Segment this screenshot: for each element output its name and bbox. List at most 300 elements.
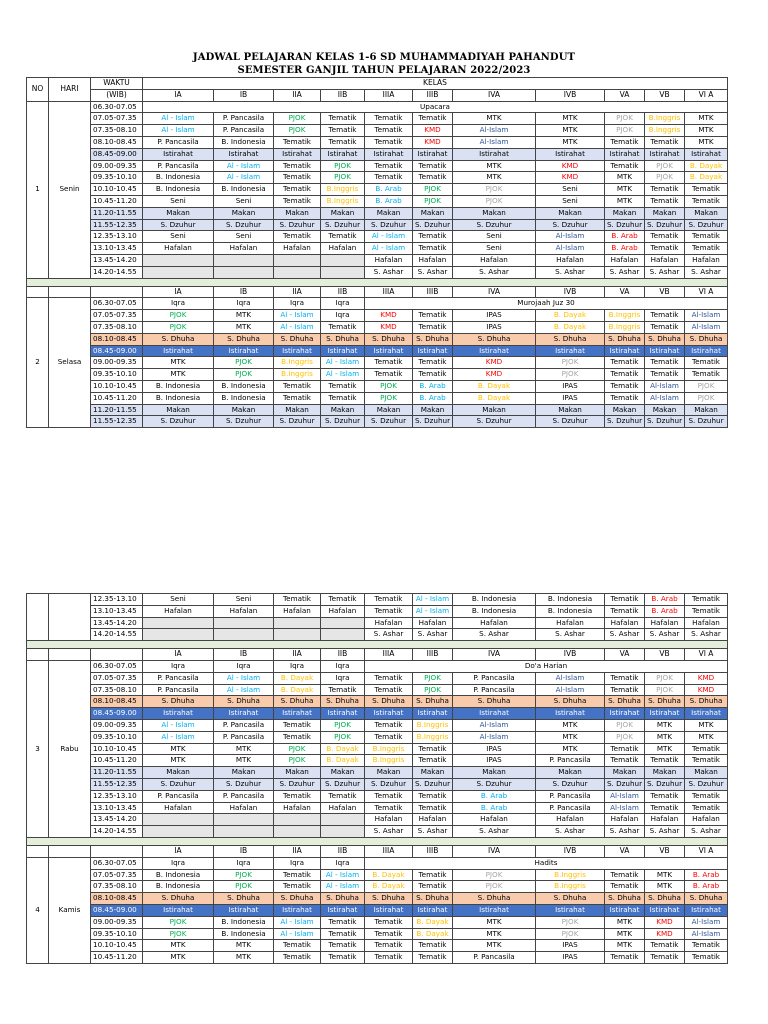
time-cell: 08.45-09.00 xyxy=(91,708,143,720)
no-header: NO xyxy=(27,78,49,102)
class-header-cell: IVA xyxy=(453,845,536,857)
subject-cell: B.Inggris xyxy=(645,113,685,125)
subject-cell: Al - Islam xyxy=(214,160,274,172)
subject-cell: Istirahat xyxy=(413,345,453,357)
subject-cell: B. Dayak xyxy=(453,380,536,392)
subject-cell: P. Pancasila xyxy=(214,731,274,743)
subject-cell: Tematik xyxy=(605,881,645,893)
schedule-row xyxy=(27,755,728,767)
no-blank xyxy=(27,649,49,661)
subject-cell: PJOK xyxy=(143,916,214,928)
subject-cell: S. Dzuhur xyxy=(274,416,321,428)
subject-cell: B. Indonesia xyxy=(214,928,274,940)
subject-cell: Al-Islam xyxy=(453,125,536,137)
time-cell: 09.35-10.10 xyxy=(91,369,143,381)
subject-cell: S. Ashar xyxy=(536,629,605,641)
subject-cell: Iqra xyxy=(143,857,214,869)
subject-cell xyxy=(143,254,214,266)
subject-cell: Istirahat xyxy=(685,904,728,916)
subject-cell: Tematik xyxy=(365,136,413,148)
subject-cell: Iqra xyxy=(214,857,274,869)
subject-cell: S. Dhuha xyxy=(453,696,536,708)
subject-cell: Hafalan xyxy=(321,243,365,255)
subject-cell: S. Ashar xyxy=(536,826,605,838)
subject-cell: PJOK xyxy=(413,672,453,684)
class-header-cell: IB xyxy=(214,286,274,298)
subject-cell: Tematik xyxy=(413,940,453,952)
day-name xyxy=(49,594,91,641)
subject-cell: Istirahat xyxy=(536,345,605,357)
subject-cell: Al-Islam xyxy=(536,243,605,255)
schedule-row xyxy=(27,207,728,219)
subject-cell: Tematik xyxy=(365,172,413,184)
subject-cell: Tematik xyxy=(685,802,728,814)
subject-cell: S. Dhuha xyxy=(214,696,274,708)
schedule-row xyxy=(27,136,728,148)
subject-cell: KMD xyxy=(453,369,536,381)
class-header-cell: IVA xyxy=(453,286,536,298)
subject-cell: Seni xyxy=(143,231,214,243)
subject-cell: S. Ashar xyxy=(605,629,645,641)
subject-cell: MTK xyxy=(605,940,645,952)
class-header-cell: IIIB xyxy=(413,649,453,661)
subject-cell: IPAS xyxy=(536,380,605,392)
subject-cell: Istirahat xyxy=(536,904,605,916)
subject-cell: Al-Islam xyxy=(536,672,605,684)
subject-cell: PJOK xyxy=(453,184,536,196)
subject-cell: Tematik xyxy=(413,160,453,172)
subject-cell: S. Dhuha xyxy=(453,333,536,345)
subject-cell: PJOK xyxy=(413,184,453,196)
time-cell: 14.20-14.55 xyxy=(91,826,143,838)
subject-cell: PJOK xyxy=(645,684,685,696)
subject-cell: Istirahat xyxy=(413,708,453,720)
subject-cell: Hafalan xyxy=(274,605,321,617)
subject-cell: Hafalan xyxy=(365,814,413,826)
subject-cell: Tematik xyxy=(365,357,413,369)
subject-cell: Tematik xyxy=(413,172,453,184)
time-cell: 13.45-14.20 xyxy=(91,617,143,629)
schedule-row xyxy=(27,881,728,893)
subject-cell: S. Ashar xyxy=(453,266,536,278)
subject-cell: S. Dhuha xyxy=(605,893,645,905)
subject-cell: PJOK xyxy=(143,321,214,333)
subject-cell: Iqra xyxy=(274,660,321,672)
schedule-row xyxy=(27,778,728,790)
class-header-row xyxy=(27,286,728,298)
subject-cell: S. Ashar xyxy=(365,266,413,278)
schedule-row xyxy=(27,594,728,606)
subject-cell: MTK xyxy=(453,172,536,184)
subject-cell: Hafalan xyxy=(413,617,453,629)
schedule-row xyxy=(27,684,728,696)
subject-cell: Hafalan xyxy=(143,243,214,255)
schedule-row xyxy=(27,333,728,345)
schedule-row xyxy=(27,321,728,333)
subject-cell: Istirahat xyxy=(536,148,605,160)
schedule-row xyxy=(27,719,728,731)
subject-cell: MTK xyxy=(605,928,645,940)
subject-cell: B. Indonesia xyxy=(143,881,214,893)
schedule-row xyxy=(27,231,728,243)
subject-cell: KMD xyxy=(365,321,413,333)
subject-cell xyxy=(321,617,365,629)
subject-cell: Istirahat xyxy=(605,904,645,916)
time-cell: 10.45-11.20 xyxy=(91,195,143,207)
subject-cell: Seni xyxy=(214,195,274,207)
subject-cell: MTK xyxy=(536,125,605,137)
subject-cell: Tematik xyxy=(685,369,728,381)
subject-cell: Tematik xyxy=(321,392,365,404)
schedule-row xyxy=(27,696,728,708)
subject-cell: Tematik xyxy=(413,231,453,243)
time-cell: 11.20-11.55 xyxy=(91,207,143,219)
day-blank xyxy=(49,286,91,298)
subject-cell: S. Dhuha xyxy=(453,893,536,905)
subject-cell: S. Dzuhur xyxy=(413,416,453,428)
subject-cell: Istirahat xyxy=(645,708,685,720)
subject-cell: Tematik xyxy=(413,743,453,755)
subject-cell: Hafalan xyxy=(413,814,453,826)
subject-cell: Tematik xyxy=(274,160,321,172)
subject-cell: B. Dayak xyxy=(274,672,321,684)
subject-cell: Istirahat xyxy=(321,708,365,720)
subject-cell: Al-Islam xyxy=(453,719,536,731)
subject-cell: Tematik xyxy=(605,369,645,381)
subject-cell: Seni xyxy=(453,231,536,243)
subject-cell: Hafalan xyxy=(413,254,453,266)
subject-cell: PJOK xyxy=(143,928,214,940)
subject-cell: PJOK xyxy=(453,881,536,893)
subject-cell: PJOK xyxy=(453,195,536,207)
class-header-cell: IIB xyxy=(321,89,365,101)
subject-cell: PJOK xyxy=(214,357,274,369)
schedule-row xyxy=(27,310,728,322)
subject-cell: Hafalan xyxy=(274,243,321,255)
subject-cell: B. Dayak xyxy=(413,928,453,940)
subject-cell: P. Pancasila xyxy=(453,952,536,964)
subject-cell: PJOK xyxy=(274,755,321,767)
subject-cell: PJOK xyxy=(536,369,605,381)
subject-cell: Tematik xyxy=(685,940,728,952)
subject-cell: S. Ashar xyxy=(453,826,536,838)
subject-cell: IPAS xyxy=(453,321,536,333)
subject-cell: S. Dzuhur xyxy=(685,219,728,231)
class-header-cell: VB xyxy=(645,649,685,661)
subject-cell: Makan xyxy=(321,767,365,779)
time-cell: 13.10-13.45 xyxy=(91,802,143,814)
subject-cell: Hafalan xyxy=(321,605,365,617)
subject-cell: MTK xyxy=(143,357,214,369)
subject-cell: Tematik xyxy=(365,940,413,952)
subject-cell: Tematik xyxy=(645,357,685,369)
time-cell: 10.10-10.45 xyxy=(91,940,143,952)
subject-cell: MTK xyxy=(685,136,728,148)
time-cell: 09.00-09.35 xyxy=(91,719,143,731)
subject-cell: Tematik xyxy=(365,928,413,940)
subject-cell: Tematik xyxy=(365,594,413,606)
subject-cell: B. Dayak xyxy=(321,743,365,755)
subject-cell: S. Dzuhur xyxy=(274,219,321,231)
class-header-cell: IVA xyxy=(453,649,536,661)
subject-cell: S. Ashar xyxy=(413,826,453,838)
subject-cell: Al-Islam xyxy=(605,790,645,802)
subject-cell: S. Dhuha xyxy=(685,333,728,345)
subject-cell: Tematik xyxy=(365,731,413,743)
table-header-row xyxy=(27,89,728,101)
subject-cell: Tematik xyxy=(605,357,645,369)
subject-cell: Tematik xyxy=(413,802,453,814)
subject-cell: Tematik xyxy=(365,684,413,696)
subject-cell: Iqra xyxy=(274,298,321,310)
subject-cell: B. Indonesia xyxy=(453,605,536,617)
subject-cell: PJOK xyxy=(536,916,605,928)
schedule-row xyxy=(27,298,728,310)
subject-cell: B. Indonesia xyxy=(536,594,605,606)
waktu-blank xyxy=(91,649,143,661)
subject-cell: S. Dzuhur xyxy=(645,219,685,231)
subject-cell: S. Dhuha xyxy=(365,333,413,345)
subject-cell: MTK xyxy=(605,172,645,184)
subject-cell: Tematik xyxy=(365,160,413,172)
document-subtitle: SEMESTER GANJIL TAHUN PELAJARAN 2022/2023 xyxy=(237,65,531,76)
subject-cell: Makan xyxy=(605,207,645,219)
time-cell: 08.10-08.45 xyxy=(91,136,143,148)
subject-cell: Hafalan xyxy=(605,254,645,266)
subject-cell: B.Inggris xyxy=(321,195,365,207)
subject-cell: MTK xyxy=(453,940,536,952)
subject-cell: Tematik xyxy=(605,672,645,684)
subject-cell: Al - Islam xyxy=(365,243,413,255)
subject-cell: Tematik xyxy=(605,605,645,617)
subject-cell: PJOK xyxy=(214,881,274,893)
subject-cell: IPAS xyxy=(453,310,536,322)
subject-cell: B. Dayak xyxy=(536,310,605,322)
subject-cell: S. Dzuhur xyxy=(143,219,214,231)
time-cell: 10.45-11.20 xyxy=(91,755,143,767)
time-cell: 07.05-07.35 xyxy=(91,869,143,881)
subject-cell: S. Dhuha xyxy=(365,893,413,905)
subject-cell: Makan xyxy=(536,767,605,779)
subject-cell: Hafalan xyxy=(645,814,685,826)
subject-cell: P. Pancasila xyxy=(214,113,274,125)
subject-cell: Istirahat xyxy=(143,708,214,720)
subject-cell: Hafalan xyxy=(536,814,605,826)
subject-cell: MTK xyxy=(536,743,605,755)
subject-cell: B.Inggris xyxy=(321,184,365,196)
subject-cell: S. Dhuha xyxy=(536,333,605,345)
subject-cell: MTK xyxy=(214,940,274,952)
day-blank xyxy=(49,845,91,857)
subject-cell: Tematik xyxy=(365,802,413,814)
subject-cell: S. Ashar xyxy=(605,266,645,278)
schedule-row xyxy=(27,101,728,113)
subject-cell: S. Dhuha xyxy=(143,696,214,708)
subject-cell: Hafalan xyxy=(143,605,214,617)
subject-cell: B. Arab xyxy=(645,605,685,617)
day-name: Kamis xyxy=(49,857,91,963)
subject-cell: MTK xyxy=(143,743,214,755)
subject-cell: Al - Islam xyxy=(214,172,274,184)
subject-cell: Tematik xyxy=(605,594,645,606)
subject-cell: Tematik xyxy=(365,790,413,802)
opening-activity: Do'a Harian xyxy=(365,660,728,672)
subject-cell: B. Arab xyxy=(685,881,728,893)
subject-cell: MTK xyxy=(453,113,536,125)
subject-cell: S. Dzuhur xyxy=(453,778,536,790)
subject-cell: Makan xyxy=(274,207,321,219)
subject-cell: Tematik xyxy=(645,802,685,814)
subject-cell: P. Pancasila xyxy=(536,802,605,814)
subject-cell xyxy=(214,617,274,629)
subject-cell: S. Dhuha xyxy=(274,333,321,345)
subject-cell: Hafalan xyxy=(645,254,685,266)
waktu-header: WAKTU xyxy=(91,78,143,90)
subject-cell: S. Dhuha xyxy=(536,893,605,905)
subject-cell: Istirahat xyxy=(321,148,365,160)
subject-cell: Tematik xyxy=(274,790,321,802)
subject-cell: Makan xyxy=(365,767,413,779)
schedule-row xyxy=(27,254,728,266)
subject-cell: MTK xyxy=(645,743,685,755)
subject-cell: B.Inggris xyxy=(536,869,605,881)
subject-cell: P. Pancasila xyxy=(143,684,214,696)
subject-cell: Al - Islam xyxy=(274,928,321,940)
schedule-row xyxy=(27,893,728,905)
subject-cell xyxy=(143,629,214,641)
subject-cell: Hafalan xyxy=(453,814,536,826)
time-cell: 13.45-14.20 xyxy=(91,814,143,826)
subject-cell: Al-Islam xyxy=(453,136,536,148)
subject-cell: Tematik xyxy=(413,869,453,881)
subject-cell: PJOK xyxy=(605,125,645,137)
subject-cell: P. Pancasila xyxy=(143,160,214,172)
subject-cell: Makan xyxy=(645,767,685,779)
schedule-row xyxy=(27,629,728,641)
subject-cell: S. Dzuhur xyxy=(214,778,274,790)
subject-cell: Hafalan xyxy=(453,254,536,266)
class-header-cell: IVB xyxy=(536,649,605,661)
subject-cell: B.Inggris xyxy=(536,881,605,893)
subject-cell: Tematik xyxy=(685,755,728,767)
subject-cell: Hafalan xyxy=(645,617,685,629)
subject-cell xyxy=(274,814,321,826)
subject-cell: S. Ashar xyxy=(685,629,728,641)
time-cell: 09.35-10.10 xyxy=(91,172,143,184)
subject-cell: PJOK xyxy=(321,160,365,172)
subject-cell: Tematik xyxy=(645,369,685,381)
subject-cell: B.Inggris xyxy=(365,743,413,755)
subject-cell: MTK xyxy=(685,125,728,137)
subject-cell: S. Dhuha xyxy=(685,893,728,905)
subject-cell: Tematik xyxy=(605,743,645,755)
subject-cell: IPAS xyxy=(536,952,605,964)
subject-cell: B. Indonesia xyxy=(143,380,214,392)
subject-cell: MTK xyxy=(645,731,685,743)
subject-cell: S. Dzuhur xyxy=(413,778,453,790)
class-header-cell: IB xyxy=(214,845,274,857)
time-cell: 06.30-07.05 xyxy=(91,298,143,310)
subject-cell: Tematik xyxy=(274,136,321,148)
subject-cell: B. Dayak xyxy=(685,172,728,184)
subject-cell: PJOK xyxy=(605,113,645,125)
subject-cell: B. Indonesia xyxy=(214,136,274,148)
subject-cell: MTK xyxy=(605,916,645,928)
time-cell: 12.35-13.10 xyxy=(91,231,143,243)
subject-cell: MTK xyxy=(143,369,214,381)
schedule-row xyxy=(27,404,728,416)
wib-header: (WIB) xyxy=(91,89,143,101)
schedule-row xyxy=(27,148,728,160)
subject-cell: Tematik xyxy=(321,594,365,606)
subject-cell: S. Dzuhur xyxy=(365,778,413,790)
subject-cell: MTK xyxy=(645,881,685,893)
subject-cell: Al-Islam xyxy=(453,731,536,743)
subject-cell: KMD xyxy=(645,916,685,928)
subject-cell: Tematik xyxy=(413,113,453,125)
subject-cell: Iqra xyxy=(321,857,365,869)
schedule-row xyxy=(27,357,728,369)
subject-cell: Makan xyxy=(143,767,214,779)
subject-cell: Tematik xyxy=(274,881,321,893)
subject-cell: P. Pancasila xyxy=(214,719,274,731)
subject-cell: Istirahat xyxy=(453,708,536,720)
schedule-row xyxy=(27,857,728,869)
subject-cell xyxy=(274,254,321,266)
subject-cell: MTK xyxy=(536,719,605,731)
subject-cell: Tematik xyxy=(645,940,685,952)
subject-cell: PJOK xyxy=(645,160,685,172)
subject-cell: Tematik xyxy=(685,243,728,255)
subject-cell: Tematik xyxy=(274,231,321,243)
subject-cell: Iqra xyxy=(143,660,214,672)
subject-cell: PJOK xyxy=(645,172,685,184)
subject-cell: Hafalan xyxy=(365,254,413,266)
subject-cell: B.Inggris xyxy=(365,755,413,767)
subject-cell: B.Inggris xyxy=(274,357,321,369)
schedule-row xyxy=(27,184,728,196)
subject-cell: MTK xyxy=(536,731,605,743)
subject-cell: B. Dayak xyxy=(453,392,536,404)
subject-cell: Istirahat xyxy=(365,345,413,357)
class-header-cell: VI A xyxy=(685,286,728,298)
subject-cell: Makan xyxy=(274,767,321,779)
time-cell: 07.05-07.35 xyxy=(91,113,143,125)
class-header-cell: VA xyxy=(605,649,645,661)
schedule-row xyxy=(27,904,728,916)
subject-cell: Al - Islam xyxy=(143,125,214,137)
subject-cell: MTK xyxy=(143,940,214,952)
class-header-cell: IB xyxy=(214,89,274,101)
subject-cell: Tematik xyxy=(365,672,413,684)
subject-cell: PJOK xyxy=(365,380,413,392)
class-header-cell: IA xyxy=(143,845,214,857)
subject-cell: MTK xyxy=(214,321,274,333)
subject-cell: PJOK xyxy=(214,369,274,381)
time-cell: 06.30-07.05 xyxy=(91,857,143,869)
subject-cell: S. Dhuha xyxy=(214,893,274,905)
schedule-row xyxy=(27,266,728,278)
subject-cell: Hafalan xyxy=(453,617,536,629)
subject-cell: MTK xyxy=(214,310,274,322)
subject-cell: Tematik xyxy=(645,195,685,207)
time-cell: 07.35-08.10 xyxy=(91,684,143,696)
subject-cell: S. Dhuha xyxy=(413,696,453,708)
subject-cell: Al-Islam xyxy=(536,231,605,243)
subject-cell: B. Indonesia xyxy=(536,605,605,617)
time-cell: 11.20-11.55 xyxy=(91,767,143,779)
subject-cell: S. Ashar xyxy=(685,266,728,278)
